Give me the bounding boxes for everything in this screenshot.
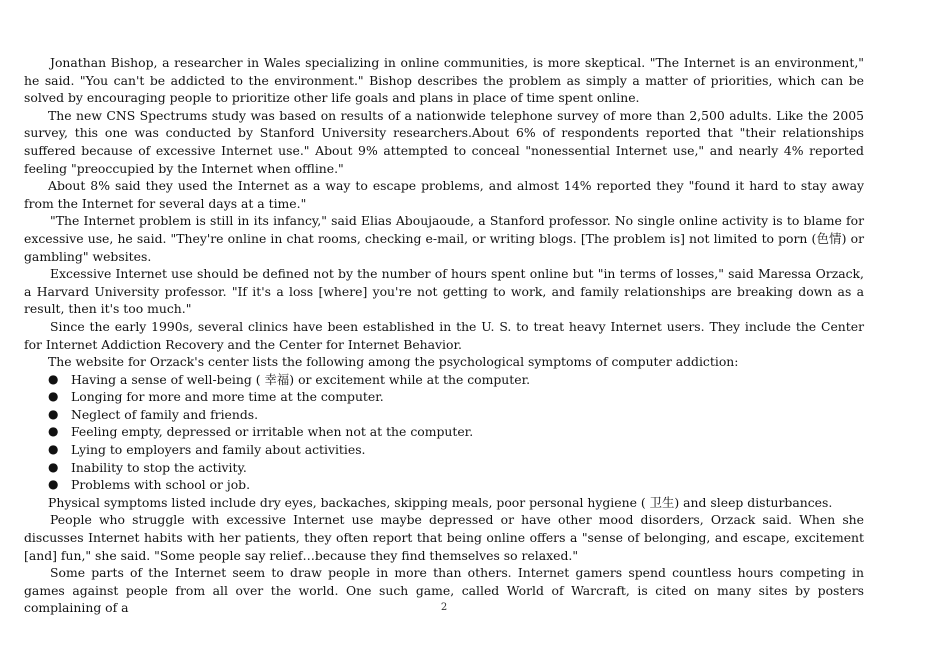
bullet-icon: ●: [48, 477, 59, 492]
list-item: [24, 406, 864, 424]
list-item: [24, 423, 864, 441]
paragraph-cns-study: The new CNS Spectrums study was based on results of a nationwide telephone survey of more than 2,500 adults. Like the 2005 survey, this one was conducted by Stanford University researchers.About 6% of respondents reported that "their relationships suffered because of excessive Internet use." About 9% attempted to conceal "nonessential Internet use," and nearly 4% reported feeling "preoccupied by the Internet when offline.": [24, 107, 864, 176]
paragraph-mood-disorders: People who struggle with excessive Internet use maybe depressed or have other mood disorders, Orzack said. When she discusses Internet habits with her patients, they often report that being online offers a "sense of belonging, and escape, excitement [and] fun," she said. "Some people say relief…because they find themselves so relaxed.": [24, 512, 864, 563]
list-item-text: Longing for more and more time at the computer.: [71, 389, 384, 405]
list-item-text: Lying to employers and family about activities.: [71, 442, 366, 458]
paragraph-aboujaoude: "The Internet problem is still in its infancy," said Elias Aboujaoude, a Stanford professor. No single online activity is to blame for excessive use, he said. "They're online in chat rooms, checking e-mail, or writing blogs. [The problem is] not limited to porn (色情) or gambling" websites.: [24, 213, 864, 264]
paragraph-physical-symptoms: Physical symptoms listed include dry eyes, backaches, skipping meals, poor personal hygiene ( 卫生) and sleep disturbances.: [48, 494, 833, 510]
symptoms-list: [24, 371, 864, 494]
paragraph-gamers: Some parts of the Internet seem to draw people in more than others. Internet gamers spend countless hours competing in games against people from all over the world. One such game, called World of Warcraft, is cited on many sites by posters complaining of a: [24, 565, 864, 616]
list-item: [24, 441, 864, 459]
bullet-icon: ●: [48, 389, 59, 404]
page-number: 2: [440, 602, 448, 613]
list-item-text: Inability to stop the activity.: [71, 459, 247, 475]
bullet-icon: ●: [48, 406, 59, 421]
document-page: [24, 54, 864, 617]
paragraph-bishop: Jonathan Bishop, a researcher in Wales specializing in online communities, is more skeptical. "The Internet is an environment," he said. "You can't be addicted to the environment." Bishop describes the problem as simply a matter of priorities, which can be solved by encouraging people to prioritize other life goals and plans in place of time spent online.: [24, 55, 864, 106]
list-item: [24, 459, 864, 477]
list-item-text: Problems with school or job.: [71, 477, 251, 493]
list-item-text: Feeling empty, depressed or irritable when not at the computer.: [71, 424, 474, 440]
list-item: [24, 371, 864, 389]
paragraph-escape-problems: About 8% said they used the Internet as a way to escape problems, and almost 14% reported they "found it hard to stay away from the Internet for several days at a time.": [24, 178, 864, 211]
paragraph-symptoms-intro: The website for Orzack's center lists the following among the psychological symptoms of computer addiction:: [48, 354, 739, 370]
paragraph-orzack-losses: Excessive Internet use should be defined not by the number of hours spent online but "in terms of losses," said Maressa Orzack, a Harvard University professor. "If it's a loss [where] you're not getting to work, and family relationships are breaking down as a result, then it's too much.": [24, 266, 864, 317]
list-item-text: Having a sense of well-being ( 幸福) or excitement while at the computer.: [71, 371, 531, 387]
bullet-icon: ●: [48, 442, 59, 457]
list-item-text: Neglect of family and friends.: [71, 406, 259, 422]
list-item: [24, 388, 864, 406]
bullet-icon: ●: [48, 424, 59, 439]
bullet-icon: ●: [48, 371, 59, 386]
paragraph-clinics: Since the early 1990s, several clinics have been established in the U. S. to treat heavy Internet users. They include the Center for Internet Addiction Recovery and the Center for Internet Behavior.: [24, 318, 864, 352]
list-item: [24, 476, 864, 494]
bullet-icon: ●: [48, 459, 59, 474]
